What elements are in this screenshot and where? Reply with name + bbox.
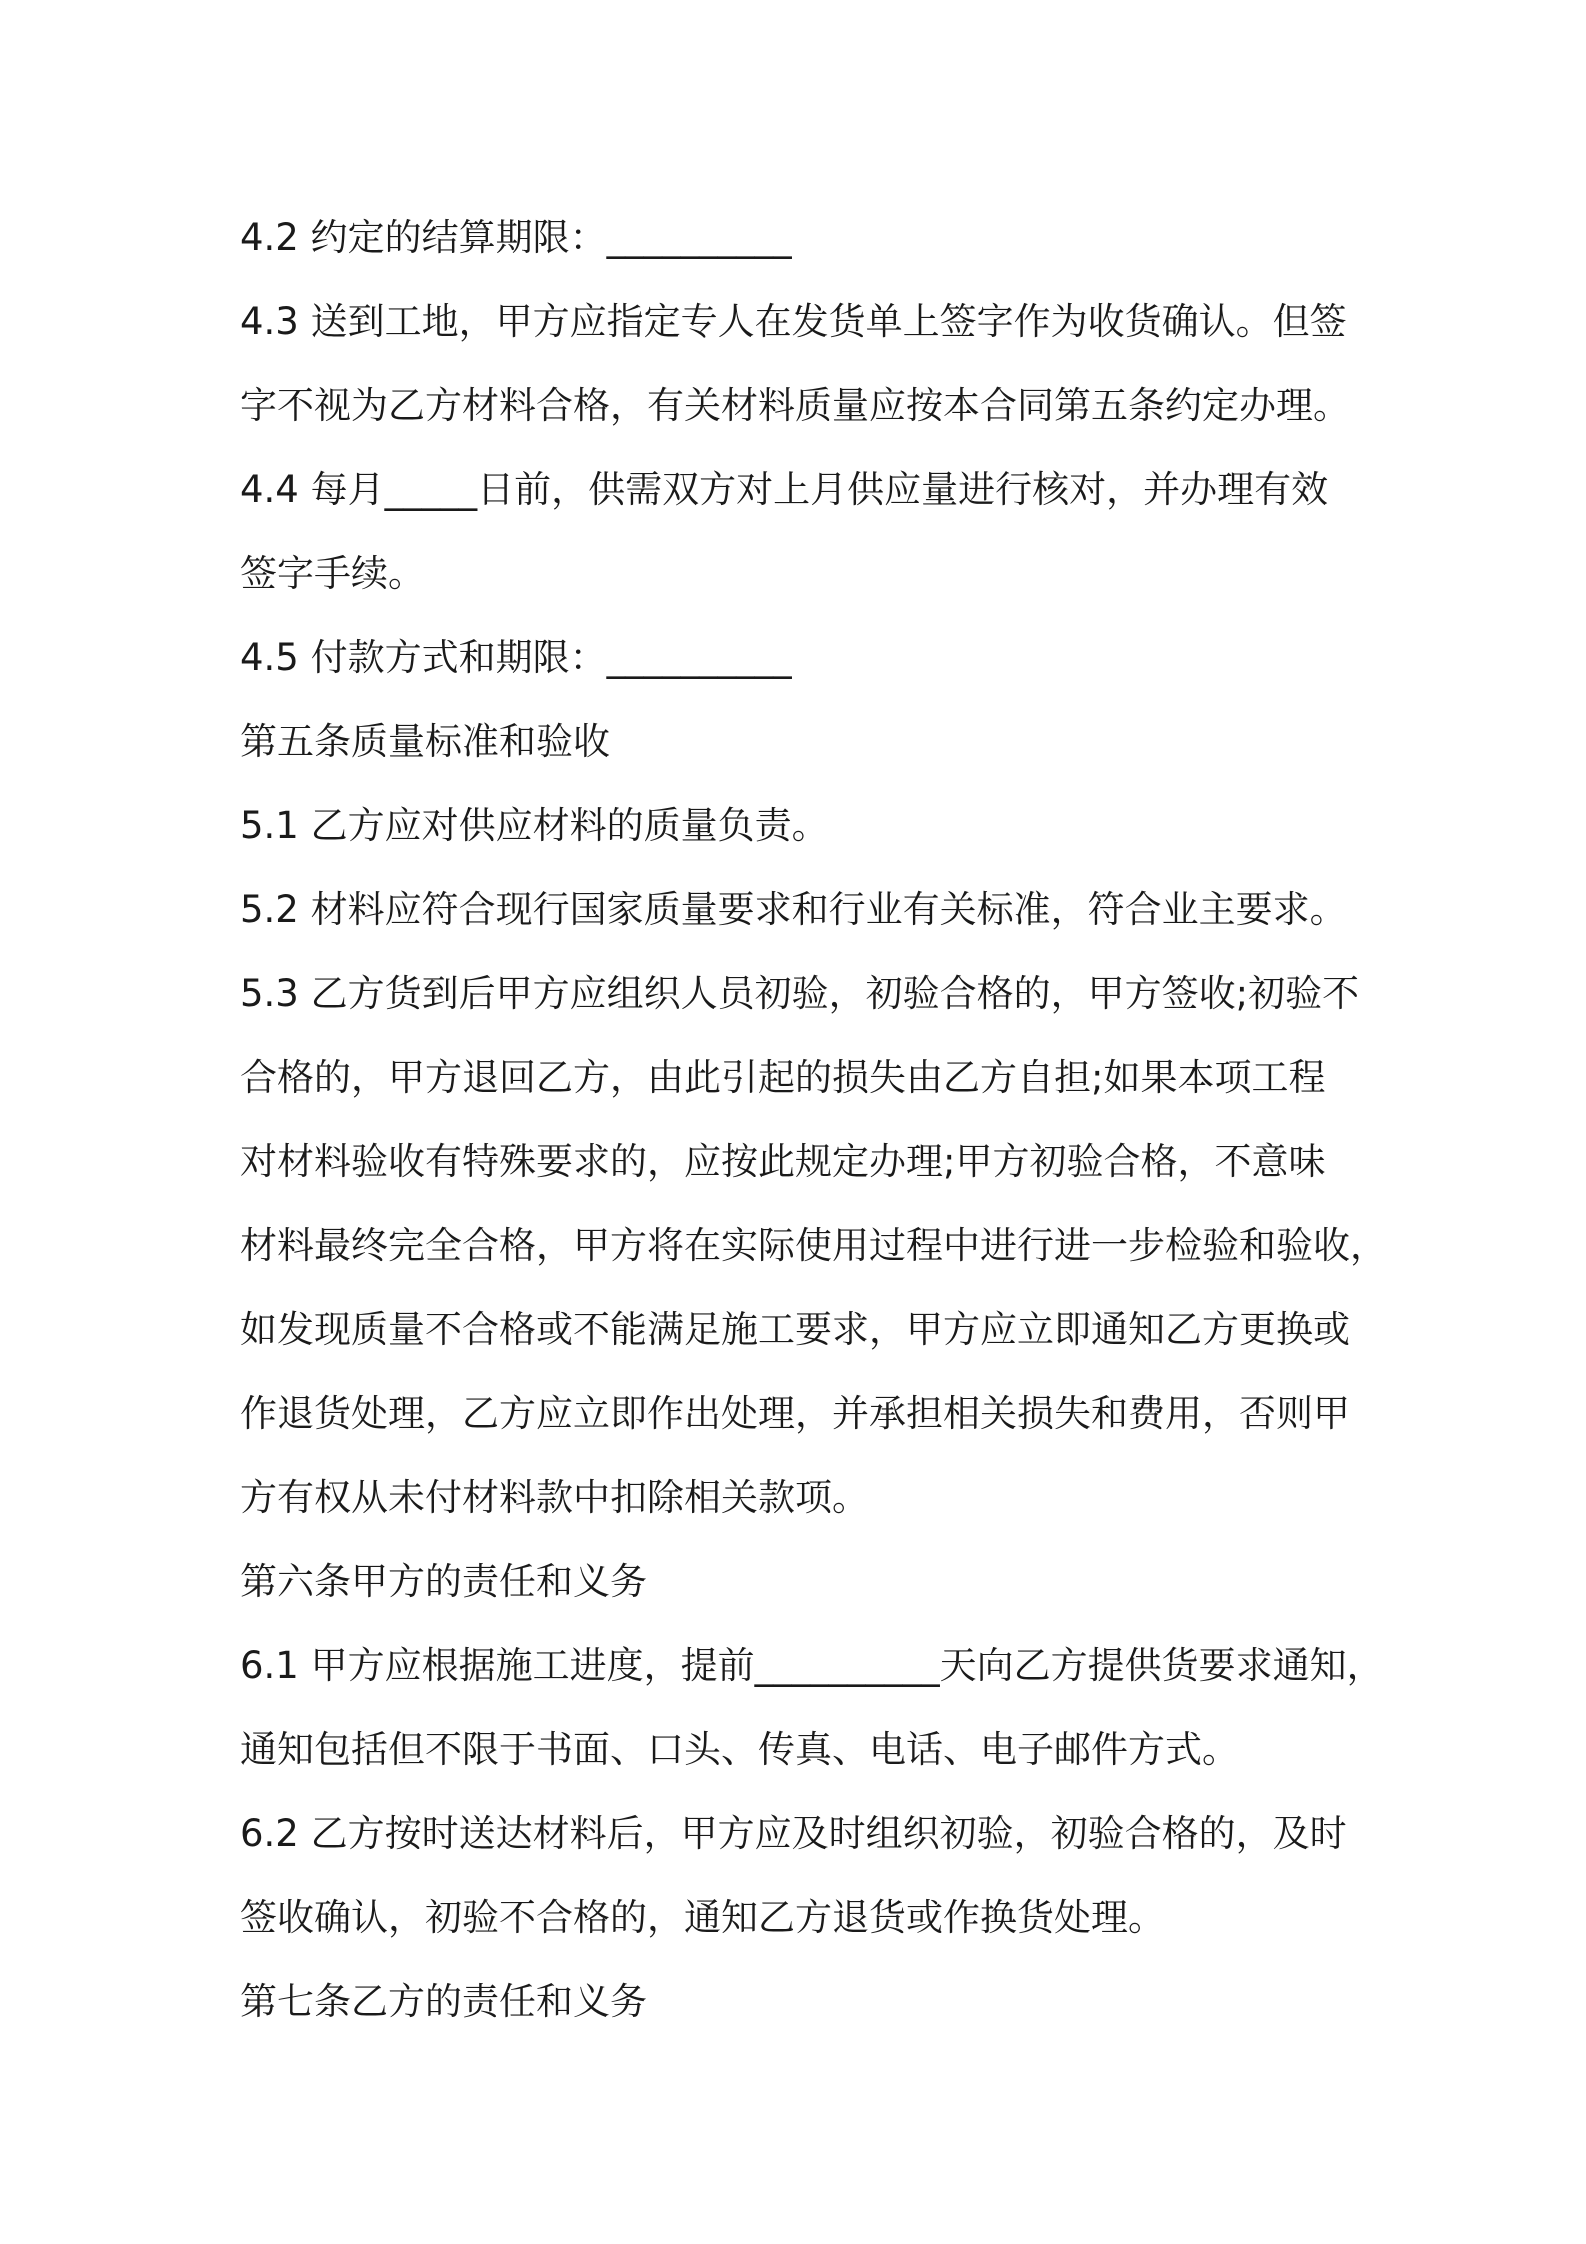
clause-4-5-line: 4.5 付款方式和期限：__________ [240, 636, 792, 679]
article-6-heading: 第六条甲方的责任和义务 [240, 1560, 647, 1603]
clause-5-3-line-4: 材料最终完全合格，甲方将在实际使用过程中进行进一步检验和验收， [240, 1224, 1387, 1267]
clause-5-3-line-5: 如发现质量不合格或不能满足施工要求，甲方应立即通知乙方更换或 [240, 1308, 1350, 1351]
clause-4-3-line-2: 字不视为乙方材料合格，有关材料质量应按本合同第五条约定办理。 [240, 384, 1350, 427]
clause-6-1-line-1: 6.1 甲方应根据施工进度，提前__________天向乙方提供货要求通知， [240, 1644, 1384, 1687]
clause-4-3-line-1: 4.3 送到工地，甲方应指定专人在发货单上签字作为收货确认。但签 [240, 300, 1347, 343]
clause-4-4-line-1: 4.4 每月_____日前，供需双方对上月供应量进行核对，并办理有效 [240, 468, 1329, 511]
clause-4-4-line-2: 签字手续。 [240, 552, 425, 595]
clause-5-2-line: 5.2 材料应符合现行国家质量要求和行业有关标准，符合业主要求。 [240, 888, 1347, 931]
clause-5-3-line-7: 方有权从未付材料款中扣除相关款项。 [240, 1476, 869, 1519]
article-5-heading: 第五条质量标准和验收 [240, 720, 610, 763]
clause-5-3-line-3: 对材料验收有特殊要求的，应按此规定办理;甲方初验合格，不意味 [240, 1140, 1326, 1183]
document-body [240, 196, 1387, 2044]
clause-5-1-line: 5.1 乙方应对供应材料的质量负责。 [240, 804, 829, 847]
clause-6-1-line-2: 通知包括但不限于书面、口头、传真、电话、电子邮件方式。 [240, 1728, 1239, 1771]
clause-5-3-line-1: 5.3 乙方货到后甲方应组织人员初验，初验合格的，甲方签收;初验不 [240, 972, 1360, 1015]
clause-5-3-line-2: 合格的，甲方退回乙方，由此引起的损失由乙方自担;如果本项工程 [240, 1056, 1326, 1099]
clause-6-2-line-2: 签收确认，初验不合格的，通知乙方退货或作换货处理。 [240, 1896, 1165, 1939]
article-7-heading: 第七条乙方的责任和义务 [240, 1980, 647, 2023]
clause-5-3-line-6: 作退货处理，乙方应立即作出处理，并承担相关损失和费用，否则甲 [240, 1392, 1350, 1435]
clause-4-2-line: 4.2 约定的结算期限：__________ [240, 216, 792, 259]
clause-6-2-line-1: 6.2 乙方按时送达材料后，甲方应及时组织初验，初验合格的，及时 [240, 1812, 1347, 1855]
